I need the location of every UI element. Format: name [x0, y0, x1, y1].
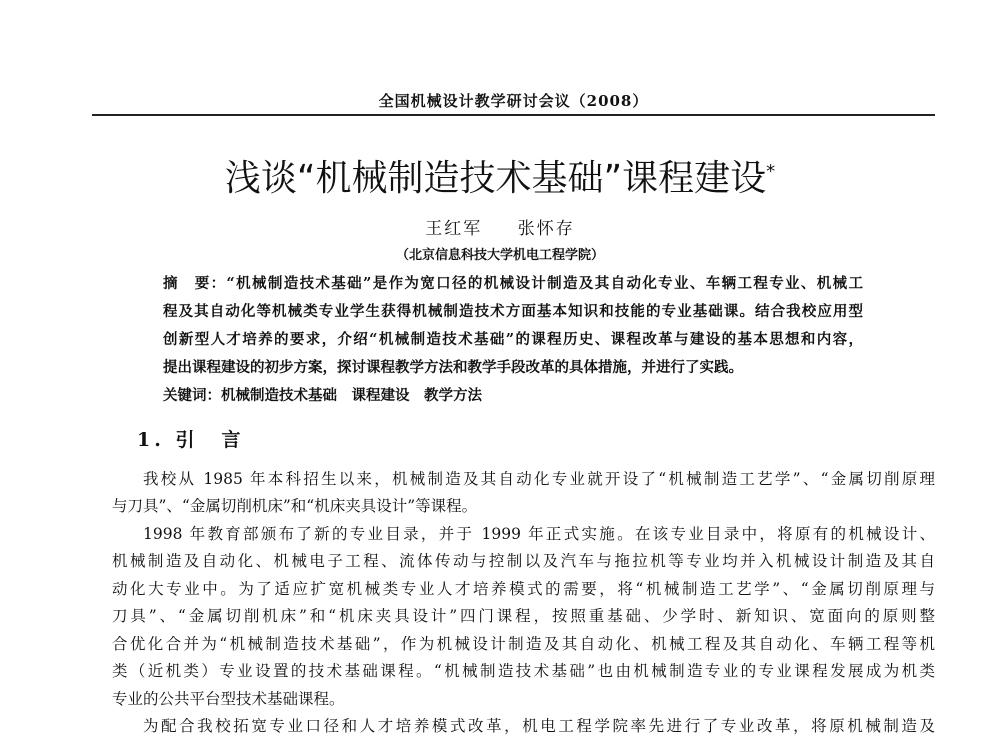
- body-line: 为配合我校拓宽专业口径和人才培养模式改革，机电工程学院率先进行了专业改革，将原机械制造及: [143, 717, 935, 735]
- abstract-line: 程及其自动化等机械类专业学生获得机械制造技术方面基本知识和技能的专业基础课。结合我校应用型: [163, 303, 863, 320]
- body-line: 机械制造及自动化、机械电子工程、流体传动与控制以及汽车与拖拉机等专业均并入机械设计制造及其自: [112, 552, 935, 570]
- body-line: 我校从 1985 年本科招生以来，机械制造及其自动化专业就开设了“机械制造工艺学”、“金属切削原理: [143, 470, 935, 488]
- abstract-line: 提出课程建设的初步方案，探讨课程教学方法和教学手段改革的具体措施，并进行了实践。: [163, 359, 743, 376]
- author: 王红军: [425, 219, 483, 239]
- keywords: 关键词：机械制造技术基础 课程建设 教学方法: [163, 387, 482, 404]
- authors: [0, 214, 1000, 239]
- body-line: 刀具”、“金属切削机床”和“机床夹具设计”四门课程，按照重基础、少学时、新知识、宽面向的原则整: [112, 607, 935, 625]
- running-header: 全国机械设计教学研讨会议（2008）: [378, 92, 649, 110]
- body-line: 1998 年教育部颁布了新的专业目录，并于 1999 年正式实施。在该专业目录中，将原有的机械设计、: [143, 525, 935, 543]
- affiliation: （北京信息科技大学机电工程学院）: [395, 248, 604, 263]
- body-line: 合优化合并为“机械制造技术基础”，作为机械设计制造及其自动化、机械工程及其自动化、车辆工程等机: [112, 635, 935, 653]
- abstract-line: 创新型人才培养的要求，介绍“机械制造技术基础”的课程历史、课程改革与建设的基本思想和内容，: [163, 331, 863, 348]
- abstract-line: 摘 要：“机械制造技术基础”是作为宽口径的机械设计制造及其自动化专业、车辆工程专业、机械工: [163, 275, 863, 292]
- body-line: 类（近机类）专业设置的技术基础课程。“机械制造技术基础”也由机械制造专业的专业课程发展成为机类: [112, 662, 935, 680]
- body-line: 与刀具”、“金属切削机床”和“机床夹具设计”等课程。: [112, 497, 478, 515]
- author: 张怀存: [517, 219, 575, 239]
- paper-title: [0, 150, 1000, 201]
- title-footnote-mark: *: [766, 161, 776, 182]
- header-rule: [92, 114, 935, 116]
- section-heading: 1. 引 言: [137, 429, 245, 451]
- title-text: 浅谈“机械制造技术基础”课程建设: [224, 158, 767, 199]
- body-line: 专业的公共平台型技术基础课程。: [112, 690, 345, 708]
- body-line: 动化大专业中。为了适应扩宽机械类专业人才培养模式的需要，将“机械制造工艺学”、“金属切削原理与: [112, 580, 935, 598]
